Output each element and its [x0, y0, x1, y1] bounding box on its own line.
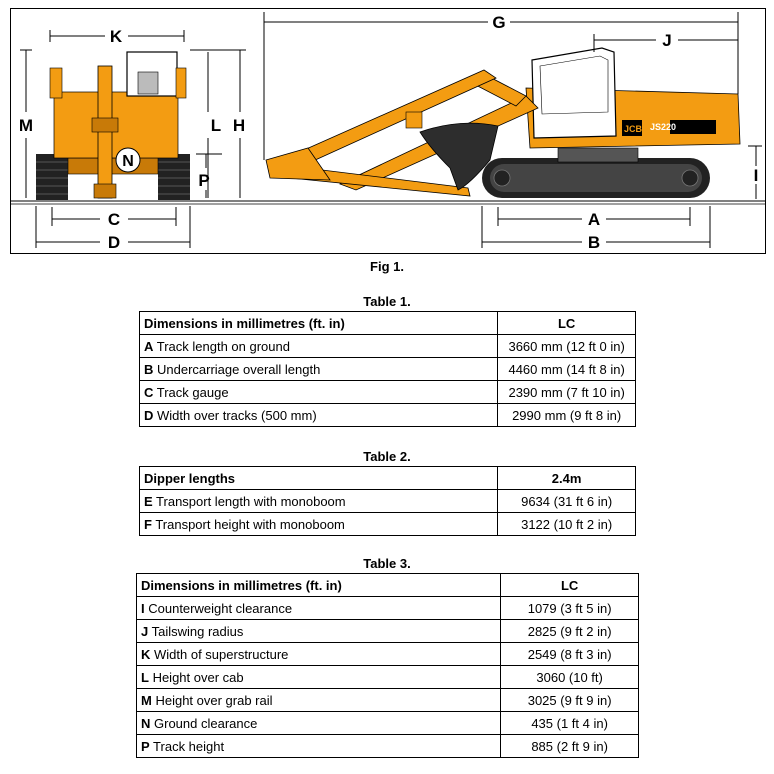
dim-label-d: D: [107, 233, 121, 252]
table-header-cell: Dimensions in millimetres (ft. in): [137, 574, 501, 597]
table-row: [137, 689, 639, 712]
table-row: [137, 643, 639, 666]
dimension-value-cell: 435 (1 ft 4 in): [501, 712, 639, 735]
dimension-value-cell: 2390 mm (7 ft 10 in): [498, 381, 636, 404]
table-row: [140, 404, 636, 427]
model-label: JS220: [650, 122, 677, 132]
table-row: [137, 735, 639, 758]
table-header-row: [140, 312, 636, 335]
dimension-label-cell: I Counterweight clearance: [137, 597, 501, 620]
table2: [139, 466, 636, 536]
table-row: [140, 490, 636, 513]
table-header-cell: Dimensions in millimetres (ft. in): [140, 312, 498, 335]
dim-label-j: J: [662, 31, 672, 50]
table1-caption: Table 1.: [363, 294, 411, 309]
dimension-value-cell: 2825 (9 ft 2 in): [501, 620, 639, 643]
table-row: [137, 597, 639, 620]
dimension-value-cell: 3060 (10 ft): [501, 666, 639, 689]
table3: [136, 573, 639, 758]
dim-label-n: N: [122, 153, 134, 170]
dim-label-b: B: [587, 233, 601, 252]
dimension-value-cell: 9634 (31 ft 6 in): [498, 490, 636, 513]
brand-label: JCB: [624, 124, 643, 134]
dim-label-k: K: [109, 27, 123, 46]
dim-label-l: L: [210, 116, 222, 135]
table-row: [137, 712, 639, 735]
dimension-label-cell: C Track gauge: [140, 381, 498, 404]
dimension-label-cell: P Track height: [137, 735, 501, 758]
table-header-cell: Dipper lengths: [140, 467, 498, 490]
table-header-cell: LC: [501, 574, 639, 597]
dimension-value-cell: 3025 (9 ft 9 in): [501, 689, 639, 712]
dimension-value-cell: 3660 mm (12 ft 0 in): [498, 335, 636, 358]
table-row: [137, 666, 639, 689]
dim-label-c: C: [107, 210, 121, 229]
dimension-value-cell: 3122 (10 ft 2 in): [498, 513, 636, 536]
table-row: [140, 381, 636, 404]
dimension-label-cell: B Undercarriage overall length: [140, 358, 498, 381]
dimension-label-cell: E Transport length with monoboom: [140, 490, 498, 513]
table-header-row: [140, 467, 636, 490]
dimension-value-cell: 885 (2 ft 9 in): [501, 735, 639, 758]
figure-caption: Fig 1.: [370, 259, 404, 274]
dimension-value-cell: 4460 mm (14 ft 8 in): [498, 358, 636, 381]
dimension-label-cell: L Height over cab: [137, 666, 501, 689]
dimension-label-cell: J Tailswing radius: [137, 620, 501, 643]
dimension-value-cell: 2549 (8 ft 3 in): [501, 643, 639, 666]
table-header-row: [137, 574, 639, 597]
table-row: [140, 335, 636, 358]
dimension-label-cell: A Track length on ground: [140, 335, 498, 358]
dimension-label-cell: N Ground clearance: [137, 712, 501, 735]
dimension-value-cell: 1079 (3 ft 5 in): [501, 597, 639, 620]
table-header-cell: 2.4m: [498, 467, 636, 490]
dim-label-a: A: [587, 210, 601, 229]
table1: [139, 311, 636, 427]
table-header-cell: LC: [498, 312, 636, 335]
dim-label-g: G: [492, 13, 506, 32]
dimension-label-cell: D Width over tracks (500 mm): [140, 404, 498, 427]
dimension-label-cell: K Width of superstructure: [137, 643, 501, 666]
table-row: [137, 620, 639, 643]
dimension-value-cell: 2990 mm (9 ft 8 in): [498, 404, 636, 427]
excavator-dimension-diagram: [10, 8, 766, 254]
table3-caption: Table 3.: [363, 556, 411, 571]
dimension-label-cell: M Height over grab rail: [137, 689, 501, 712]
dim-label-m: M: [18, 116, 34, 135]
dim-label-i: I: [753, 166, 759, 185]
table2-caption: Table 2.: [363, 449, 411, 464]
dim-label-p: P: [198, 171, 210, 190]
dimension-label-cell: F Transport height with monoboom: [140, 513, 498, 536]
table-row: [140, 513, 636, 536]
dim-label-h: H: [232, 116, 246, 135]
table-row: [140, 358, 636, 381]
